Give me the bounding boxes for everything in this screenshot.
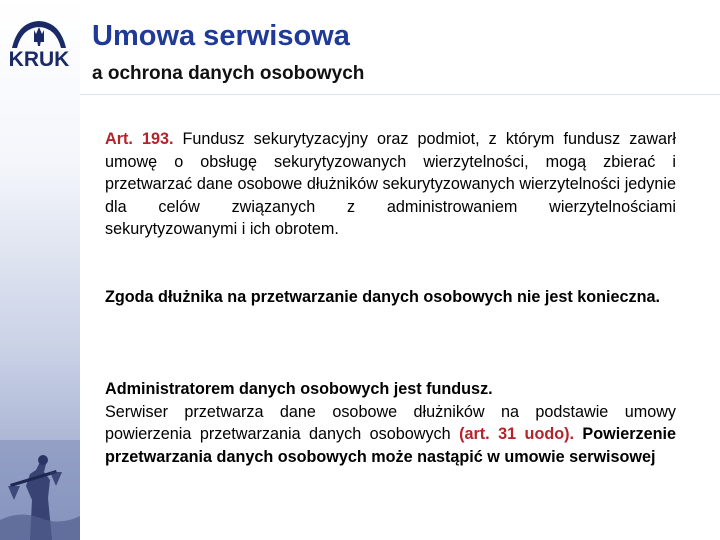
art193-paragraph <box>105 128 676 241</box>
page-title: Umowa serwisowa <box>92 20 350 52</box>
kruk-logo-text: KRUK <box>8 48 70 71</box>
art193-text: Fundusz sekurytyzacyjny oraz podmiot, z którym fundusz zawarł umowę o obsługę sekurytyzowanych wierzytelności, mogą zbierać i przetwarzać dane osobowe dłużników sekurytyzowanych wierzytelności jedynie dla celów związanych z administrowaniem wierzytelnościami sekurytyzowanymi i ich obrotem. <box>105 130 676 238</box>
administrator-lead: Administratorem danych osobowych jest fundusz. <box>105 380 493 398</box>
uodo-reference: (art. 31 uodo). <box>459 425 574 443</box>
page-subtitle: a ochrona danych osobowych <box>92 63 365 84</box>
administrator-tail: Powierzenie przetwarzania danych osobowych może nastąpić w umowie serwisowej <box>105 425 676 466</box>
consent-paragraph: Zgoda dłużnika na przetwarzanie danych osobowych nie jest konieczna. <box>105 288 660 306</box>
art193-reference: Art. 193. <box>105 130 174 148</box>
header-divider <box>80 94 720 95</box>
left-sidebar-panel <box>0 0 80 540</box>
justice-statue-icon <box>0 440 80 540</box>
administrator-paragraph <box>105 378 676 468</box>
administrator-body: Serwiser przetwarza dane osobowe dłużników na podstawie umowy powierzenia przetwarzania danych osobowych <box>105 402 676 443</box>
